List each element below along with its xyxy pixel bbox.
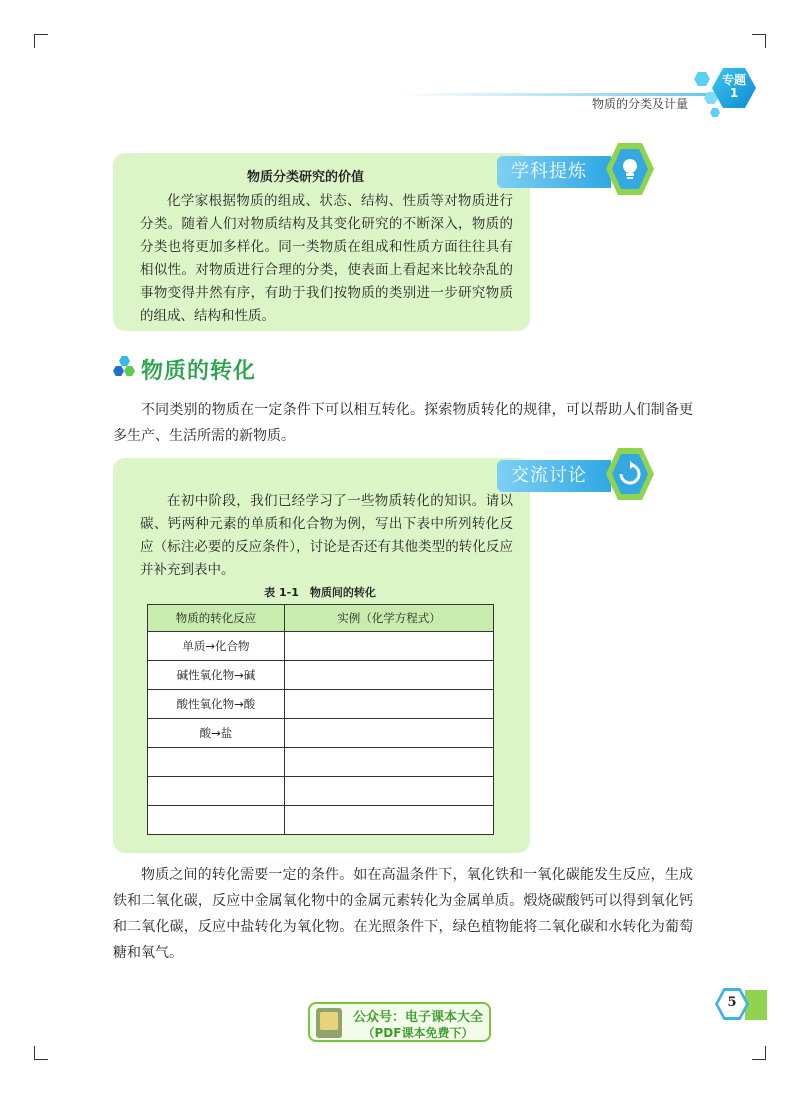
chapter-label-line2: 1 bbox=[729, 86, 739, 100]
book-icon bbox=[316, 1008, 342, 1038]
hexagon-icon bbox=[694, 72, 710, 86]
watermark-line1: 公众号：电子课本大全 bbox=[352, 1010, 483, 1025]
crop-mark-top-left bbox=[34, 34, 48, 48]
crop-mark-bottom-left bbox=[34, 1046, 48, 1060]
table-row bbox=[148, 719, 494, 748]
lightbulb-icon bbox=[606, 143, 654, 195]
table-cell: 单质→化合物 bbox=[148, 632, 285, 661]
table-header-cell: 物质的转化反应 bbox=[148, 605, 285, 632]
table-cell bbox=[148, 748, 285, 777]
table-row bbox=[148, 777, 494, 806]
hexagon-icon bbox=[710, 108, 720, 117]
discipline-tag: 学科提炼 bbox=[497, 156, 611, 188]
section-intro: 不同类别的物质在一定条件下可以相互转化。探索物质转化的规律，可以帮助人们制备更多生产、生活所需的新物质。 bbox=[113, 402, 693, 444]
table-header-cell: 实例（化学方程式） bbox=[285, 605, 494, 632]
page-number: 5 bbox=[727, 995, 737, 1010]
table-cell bbox=[285, 690, 494, 719]
table-cell: 酸性氧化物→酸 bbox=[148, 690, 285, 719]
table-cell: 碱性氧化物→碱 bbox=[148, 661, 285, 690]
table-cell bbox=[148, 777, 285, 806]
table-cell bbox=[148, 806, 285, 835]
table-header-row bbox=[148, 605, 494, 632]
table-cell: 酸→盐 bbox=[148, 719, 285, 748]
watermark-line2: （PDF课本免费下） bbox=[362, 1026, 474, 1040]
table-row bbox=[148, 632, 494, 661]
table-cell bbox=[285, 632, 494, 661]
chapter-label bbox=[712, 74, 756, 100]
crop-mark-bottom-right bbox=[752, 1046, 766, 1060]
table-row bbox=[148, 690, 494, 719]
table-cell bbox=[285, 661, 494, 690]
table-cell bbox=[285, 719, 494, 748]
conversion-table bbox=[147, 604, 494, 835]
crop-mark-top-right bbox=[752, 34, 766, 48]
hexagon-cluster-icon bbox=[113, 356, 137, 380]
closing-paragraph: 物质之间的转化需要一定的条件。如在高温条件下，氧化铁和一氧化碳能发生反应，生成铁和二氧化碳，反应中金属氧化物中的金属元素转化为金属单质。煅烧碳酸钙可以得到氧化钙和二氧化碳，反应中盐转化为氧化物。在光照条件下，绿色植物能将二氧化碳和水转化为葡萄糖和氧气。 bbox=[113, 867, 693, 961]
chapter-badge bbox=[682, 64, 772, 124]
chapter-subtitle: 物质的分类及计量 bbox=[592, 97, 689, 111]
refresh-icon bbox=[606, 448, 654, 500]
table-caption: 表 1-1 物质间的转化 bbox=[264, 586, 376, 599]
table-cell bbox=[285, 806, 494, 835]
table-cell bbox=[285, 748, 494, 777]
chapter-label-line1: 专题 bbox=[721, 73, 746, 87]
table-row bbox=[148, 748, 494, 777]
discussion-tag: 交流讨论 bbox=[497, 460, 611, 492]
table-cell bbox=[285, 777, 494, 806]
table-row bbox=[148, 806, 494, 835]
discussion-paragraph: 在初中阶段，我们已经学习了一些物质转化的知识。请以碳、钙两种元素的单质和化合物为例，写出下表中所列转化反应（标注必要的反应条件），讨论是否还有其他类型的转化反应并补充到表中。 bbox=[140, 493, 513, 578]
watermark-banner bbox=[308, 1002, 491, 1042]
box-title: 物质分类研究的价值 bbox=[246, 170, 364, 185]
section-title: 物质的转化 bbox=[141, 359, 257, 384]
box-paragraph: 化学家根据物质的组成、状态、结构、性质等对物质进行分类。随着人们对物质结构及其变化研究的不断深入，物质的分类也将更加多样化。同一类物质在组成和性质方面往往具有相似性。对物质进行合理的分类，使表面上看起来比较杂乱的事物变得井然有序，有助于我们按物质的类别进一步研究物质的组成、结构和性质。 bbox=[140, 193, 513, 324]
table-row bbox=[148, 661, 494, 690]
